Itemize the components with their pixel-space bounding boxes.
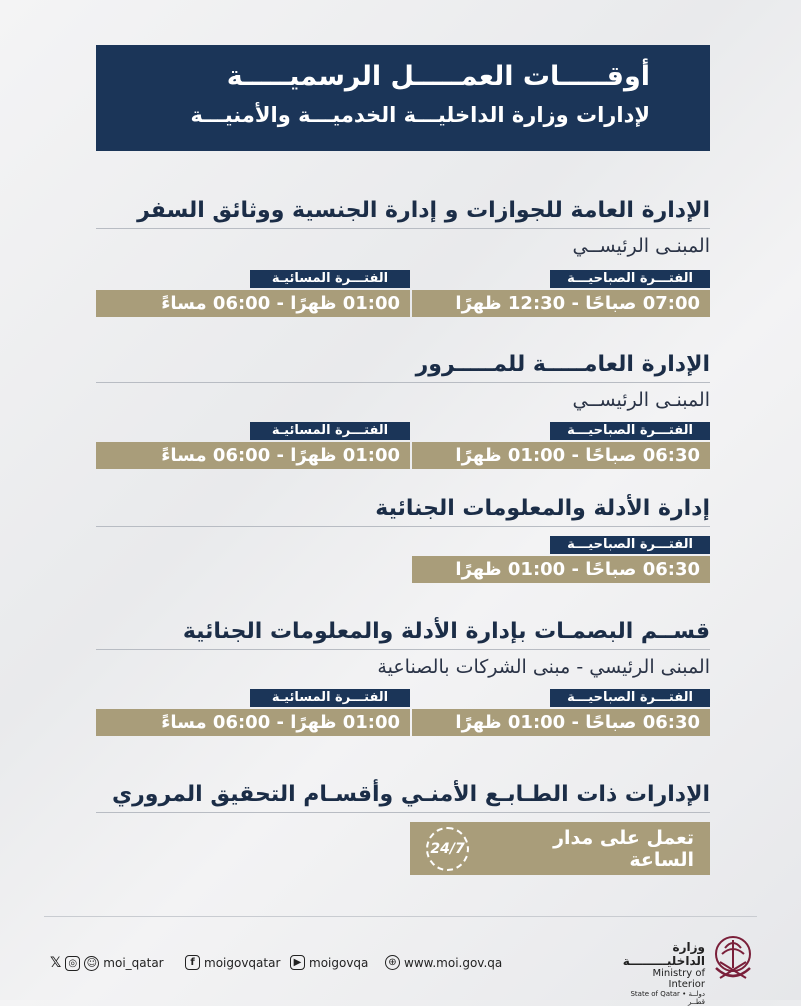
morning-hours: 06:30 صباحًا - 01:00 ظهرًا [412,442,710,469]
ministry-logo-text [615,940,705,1006]
morning-label: الفتـــرة الصباحيـــة [550,536,710,554]
dept-location: المبنـى الرئيســي [572,389,710,411]
page-subtitle: لإدارات وزارة الداخليـــة الخدميـــة والأمنيـــة [190,103,650,127]
morning-label: الفتـــرة الصباحيـــة [550,422,710,440]
morning-hours: 06:30 صباحًا - 01:00 ظهرًا [412,709,710,736]
clock-24-7-icon [426,827,469,871]
evening-hours: 01:00 ظهرًا - 06:00 مساءً [96,442,410,469]
dept-location: المبنـى الرئيســي [572,235,710,257]
evening-label: الفتـــرة المسائيـة [250,689,410,707]
round-the-clock-text: تعمل على مدار الساعة [553,826,694,871]
facebook-icon: f [185,955,200,970]
morning-label: الفتـــرة الصباحيـــة [550,689,710,707]
ministry-emblem-icon [710,932,756,990]
section-fingerprints [96,617,710,741]
morning-hours: 07:00 صباحًا - 12:30 ظهرًا [412,290,710,317]
round-the-clock-box [410,822,710,875]
facebook-handle: moigovqatar [204,955,281,970]
dept-title: الإدارات ذات الطـابـع الأمنـي وأقسـام التحقيق المروري [96,780,710,813]
dept-title: الإدارة العامـــــة للمـــــرور [96,350,710,383]
social-youtube[interactable] [290,955,368,970]
social-facebook[interactable] [185,955,280,970]
morning-label: الفتـــرة الصباحيـــة [550,270,710,288]
dept-title: قســم البصمـات بإدارة الأدلة والمعلومات الجنائية [96,617,710,650]
page-title: أوقـــــات العمـــــل الرسميـــــة [226,61,650,92]
logo-english: Ministry of Interior [652,968,705,990]
clock-text: 24/7 [430,840,465,857]
evening-label: الفتـــرة المسائيـة [250,422,410,440]
website-url: www.moi.gov.qa [404,955,503,970]
header-banner [96,45,710,151]
footer [50,940,750,1006]
evening-label: الفتـــرة المسائيـة [250,270,410,288]
logo-arabic: وزارة الداخليـــــــــة [622,940,705,968]
section-traffic [96,350,710,474]
section-passports [96,196,710,320]
dept-title: إدارة الأدلة والمعلومات الجنائية [96,494,710,527]
logo-state: State of Qatar • دولــة قطــر [630,990,705,1006]
evening-hours: 01:00 ظهرًا - 06:00 مساءً [96,290,410,317]
morning-hours: 06:30 صباحًا - 01:00 ظهرًا [412,556,710,583]
youtube-icon: ▶ [290,955,305,970]
footer-divider [44,916,757,917]
instagram-icon: ◎ [65,956,80,971]
dept-title: الإدارة العامة للجوازات و إدارة الجنسية ووثائق السفر [96,196,710,229]
snapchat-icon: ☺ [84,956,99,971]
website-link[interactable] [385,955,502,970]
social-x-instagram-snapchat[interactable] [50,955,164,971]
x-handle: moi_qatar [103,956,164,970]
evening-hours: 01:00 ظهرًا - 06:00 مساءً [96,709,410,736]
x-icon: 𝕏 [50,955,62,971]
section-forensics [96,494,710,586]
globe-icon: ⊕ [385,955,400,970]
youtube-handle: moigovqa [309,955,369,970]
dept-location: المبنى الرئيسي - مبنى الشركات بالصناعية [377,656,710,678]
section-security [96,780,710,814]
